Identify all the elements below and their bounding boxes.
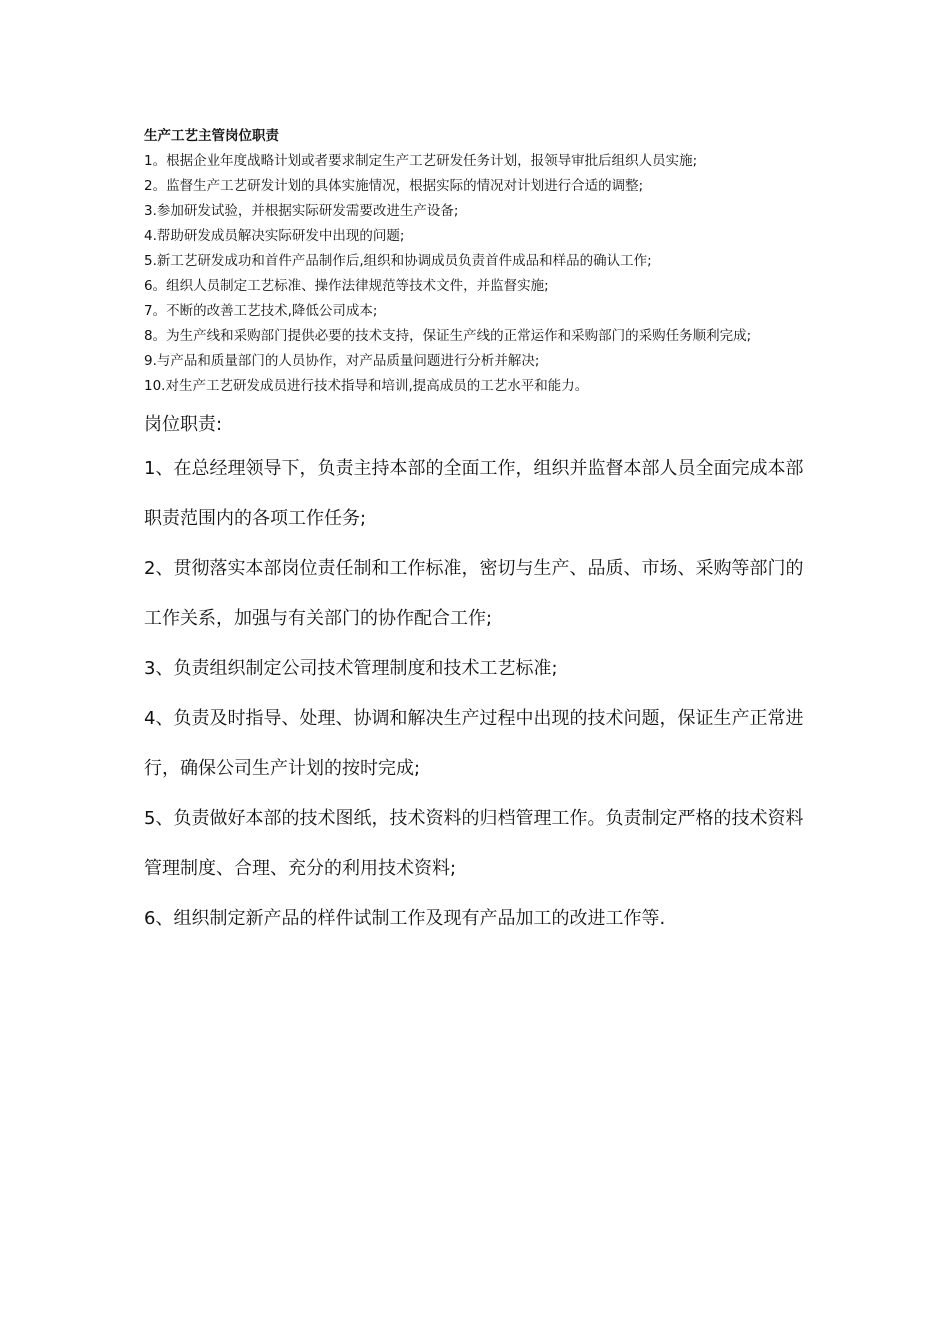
responsibility-item: 2、贯彻落实本部岗位责任制和工作标准，密切与生产、品质、市场、采购等部门的工作关系，加强与有关部门的协作配合工作; — [144, 558, 804, 629]
duty-item: 10.对生产工艺研发成员进行技术指导和培训,提高成员的工艺水平和能力。 — [144, 378, 589, 394]
duty-item: 8。为生产线和采购部门提供必要的技术支持，保证生产线的正常运作和采购部门的采购任务顺利完成; — [144, 328, 752, 344]
responsibility-item: 1、在总经理领导下，负责主持本部的全面工作，组织并监督本部人员全面完成本部职责范围内的各项工作任务; — [144, 458, 804, 529]
responsibility-item: 3、负责组织制定公司技术管理制度和技术工艺标准; — [144, 658, 558, 679]
duty-item: 1。根据企业年度战略计划或者要求制定生产工艺研发任务计划，报领导审批后组织人员实施; — [144, 153, 698, 169]
duty-item: 5.新工艺研发成功和首件产品制作后,组织和协调成员负责首件成品和样品的确认工作; — [144, 253, 652, 269]
responsibility-list — [144, 444, 810, 944]
document-page — [144, 124, 810, 944]
duty-list — [144, 149, 810, 399]
section-heading: 岗位职责: — [144, 414, 223, 435]
responsibility-item: 4、负责及时指导、处理、协调和解决生产过程中出现的技术问题，保证生产正常进行，确保公司生产计划的按时完成; — [144, 708, 804, 779]
document-title: 生产工艺主管岗位职责 — [144, 128, 279, 144]
duty-item: 3.参加研发试验，并根据实际研发需要改进生产设备; — [144, 203, 459, 219]
duty-item: 6。组织人员制定工艺标准、操作法律规范等技术文件，并监督实施; — [144, 278, 549, 294]
duty-item: 9.与产品和质量部门的人员协作，对产品质量问题进行分析并解决; — [144, 353, 540, 369]
duty-item: 4.帮助研发成员解决实际研发中出现的问题; — [144, 228, 405, 244]
responsibility-item: 6、组织制定新产品的样件试制工作及现有产品加工的改进工作等. — [144, 908, 666, 929]
responsibility-item: 5、负责做好本部的技术图纸，技术资料的归档管理工作。负责制定严格的技术资料管理制度、合理、充分的利用技术资料; — [144, 808, 804, 879]
duty-item: 2。监督生产工艺研发计划的具体实施情况，根据实际的情况对计划进行合适的调整; — [144, 178, 644, 194]
duty-item: 7。不断的改善工艺技术,降低公司成本; — [144, 303, 378, 319]
